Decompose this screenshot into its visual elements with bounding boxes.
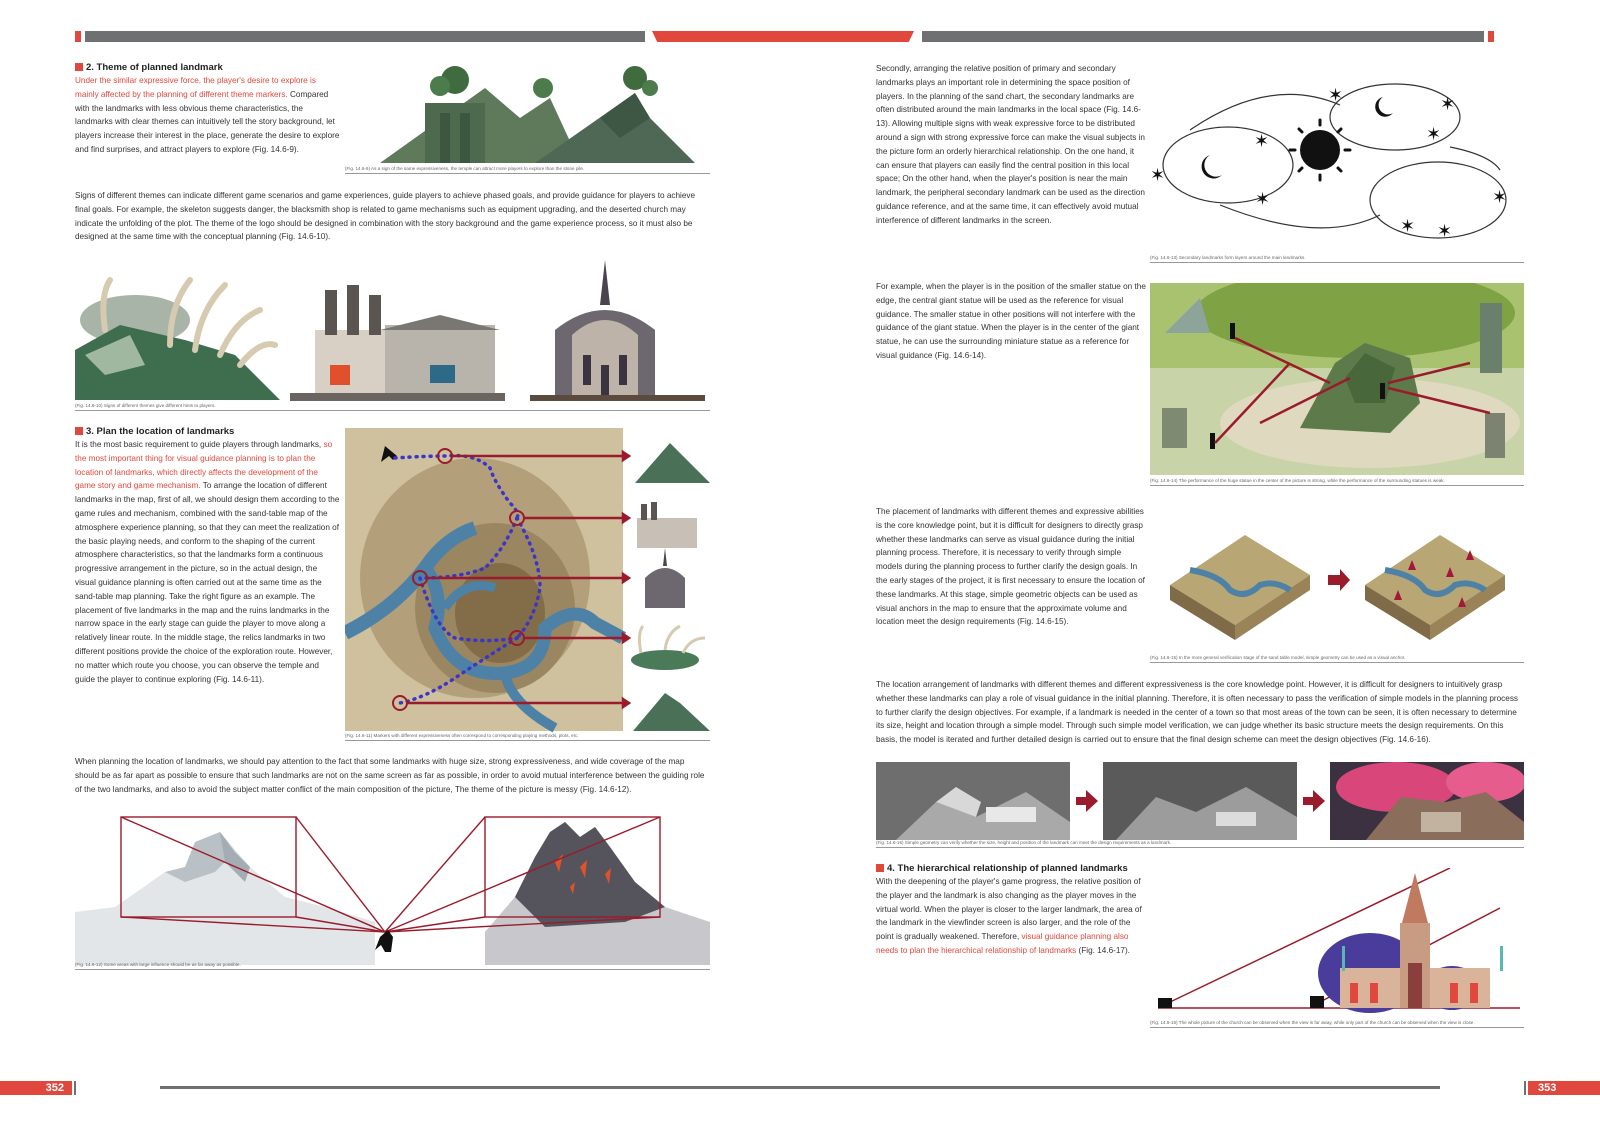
section-3-body [75,438,340,686]
bottom-rule [160,1086,1440,1089]
section-2-paragraph-2: Signs of different themes can indicate different game scenarios and game experiences, guide players to achieve phased goals, and provide guidance for players to achieve final goals. For example, the skeleton suggests danger, the blacksmith shop is related to game mechanisms such as equipment upgrading, and the deserted church may indicate the unfolding of the plot. The theme of the logo should be designed in combination with the story background and the game experience process, so it must also be designed at the same time with the conceptual planning (Fig. 14.6-10). [75,191,696,242]
fig-14-6-13-secondary-landmarks [1150,75,1525,250]
caption-fig-14-6-11: (Fig. 14.6-11) Markers with different expressiveness often correspond to corresponding playing methods, plots, etc. [345,733,710,741]
page-number-right: 353 [1528,1081,1600,1095]
section-3-body-highlight: so the most important thing for visual guidance planning is to plan the location of landmarks, which directly affects the development of the game story and game mechanism. [75,440,333,491]
section-3-paragraph-2: When planning the location of landmarks, we should pay attention to the fact that some landmarks with huge size, strong expressiveness, and wide coverage of the map should be as far apart as possible to ensure that such landmarks are not on the same screen as far as possible, in order to avoid mutual interference between the guiding role of the two landmarks, and also to avoid the subject matter conflict of the main composition of the picture, The theme of the picture is messy (Fig. 14.6-12). [75,757,705,794]
top-bar-left [85,31,645,42]
caption-fig-14-6-13: (Fig. 14.6-13) Secondary landmarks form layers around the main landmarks. [1150,255,1524,263]
fig-14-6-12-distant-landmarks [75,812,710,965]
fig-14-6-9-temple-vs-stone-pile [345,58,710,166]
svg-text:✶: ✶ [1426,124,1442,145]
section-4-body-highlight: visual guidance planning also needs to plan the hierarchical relationship of landmarks [876,932,1129,955]
section-3-body-rest: To arrange the location of different landmarks in the map, first of all, we should design them according to the game rules and mechanism, combined with the sand-table map of the atmosphere experience planning, so that they can meet the realization of the basic playing needs, and conform to the shaping of the current atmosphere characteristics, so that the landmarks form a continuous progressive arrangement in the picture, so in the actual design, the visual guidance planning is often carried out at the same time as the sand-table map planning. Take the right figure as an example. The placement of five landmarks in the map and the ruins landmarks in the narrow space in the early stage can guide the player to move along a relatively linear route. In the middle stage, the relics landmarks in two different positions provide the choice of the exploration route. However, no matter which route you choose, you can observe the temple and guide the player to continue exploring (Fig. 14.6-11). [75,481,340,684]
svg-text:✶: ✶ [1437,221,1453,242]
caption-fig-14-6-10: (Fig. 14.6-10) Signs of different themes give different hints to players. [75,403,710,411]
caption-fig-14-6-9: (Fig. 14.6-9) As a sign of the same expressiveness, the temple can attract more players to explore than the stone pile. [345,166,710,174]
caption-fig-14-6-16: (Fig. 14.6-16) Simple geometry can verify whether the size, height and position of the landmark can meet the design requirements as a landmark. [876,840,1524,848]
right-paragraph-4: The location arrangement of landmarks with different themes and different expressiveness is the core knowledge point. However, it is difficult for designers to intuitively grasp whether these landmarks can play a role of visual guidance in the initial planning. Therefore, it is often necessary to pass the verification of simple models in the planning process to further clarify the design objectives. For example, if a landmark is needed in the center of a town so that most areas of the town can be seen, it is often necessary to determine its size, height and location through a simple model. Through such simple model verification, we can judge whether its basic structure meets the design requirements. On this basis, the model is iterated and further detailed design is carried out to ensure that the final design scheme can meet the design objectives (Fig. 14.6-16). [876,680,1519,745]
fig-14-6-17-church-view-distance [1150,868,1525,1018]
section-2-intro-body: Compared with the landmarks with less obvious theme characteristics, the landmarks with clear themes can intuitively tell the story background, let players increase their interest in the place, generate the desire to explore and find surprises, and attract players to explore (Fig. 14.6-9). [75,89,340,154]
svg-text:✶: ✶ [1492,187,1508,208]
fig-14-6-15-sand-table-geometry [1150,505,1524,645]
caption-fig-14-6-12: (Fig. 14.6-12) Some areas with large influence should be as far away as possible. [75,962,710,970]
top-bar-accent [652,31,914,42]
caption-fig-14-6-14: (Fig. 14.6-14) The performance of the huge statue in the center of the picture is strong, while the performance of the surrounding statues is weak. [1150,478,1524,486]
right-paragraph-1: Secondly, arranging the relative position of primary and secondary landmarks plays an important role in determining the space position of players. In the planning of the sand chart, the secondary landmarks are often distributed around the main landmarks in the local space (Fig. 14.6-13). Allowing multiple signs with weak expressive force to be distributed around a sign with strong expressive force can make the visual subjects in the picture form an orderly hierarchical relationship. On the one hand, it can ensure that players can easily find the central position in this local space; On the other hand, when the player's position is near the main landmark, the peripheral secondary landmark can be used as the direction guidance reference, and at the same time, it can effectively avoid mutual interference of different landmarks in the screen. [876,64,1145,225]
caption-fig-14-6-17: (Fig. 14.6-15) The whole picture of the church can be observed when the view is far away, while only part of the church can be observed when the view is close. [1150,1020,1524,1028]
fig-14-6-11-sand-table-map [345,428,710,733]
top-bar-left-1 [75,31,81,42]
svg-text:✶: ✶ [1150,165,1166,186]
fig-14-6-14-statues [1150,283,1524,475]
section-3-body-start: It is the most basic requirement to guide players through landmarks, [75,440,324,449]
section-4-heading: 4. The hierarchical relationship of planned landmarks [876,863,1128,875]
section-2-heading: 2. Theme of planned landmark [75,62,223,74]
section-2-intro-highlight: Under the similar expressive force, the player's desire to explore is mainly affected by the planning of different theme markers. [75,76,316,99]
section-4-body-start: With the deepening of the player's game progress, the relative position of the player and the landmark is also changing as the player moves in the virtual world. When the player is closer to the larger landmark, the area of the landmark in the viewfinder screen is also larger, and the role of the point is gradually weakened. Therefore, [876,877,1142,942]
svg-text:✶: ✶ [1254,131,1270,152]
page-number-left: 352 [0,1081,72,1095]
section-3-heading: 3. Plan the location of landmarks [75,426,234,438]
right-paragraph-3: The placement of landmarks with different themes and expressive abilities is the core knowledge point, but it is difficult for designers to directly grasp whether these landmarks can serve as visual guidance during the initial planning process. Therefore, it is necessary to verify through simple models during the planning process to further clarify the design goals. In the early stages of the project, it is first necessary to ensure the location of these landmarks. At this stage, simple geometric objects can be used as visual anchors in the map to ensure that the approximate volume and location meet the design requirements (Fig. 14.6-15). [876,507,1145,627]
fig-14-6-10-theme-signs [75,255,710,403]
svg-text:✶: ✶ [1328,85,1344,106]
svg-text:✶: ✶ [1255,189,1271,210]
section-2-intro [75,74,340,157]
fig-14-6-16-model-iteration [876,762,1524,840]
section-4-body [876,875,1146,958]
svg-text:✶: ✶ [1400,216,1416,237]
bottom-rule-right-mark [1524,1081,1526,1095]
bottom-rule-left-mark [74,1081,76,1095]
right-paragraph-2: For example, when the player is in the position of the smaller statue on the edge, the central giant statue will be used as the reference for visual guidance. The smaller statue in other positions will not interfere with the guidance of the giant statue. When the player is in the center of the giant statue, he can use the surrounding miniature statue as a reference for visual guidance (Fig. 14.6-14). [876,282,1146,360]
top-bar-right-end [1488,31,1494,42]
caption-fig-14-6-15: (Fig. 14.6-15) In the more general verification stage of the sand table model, simple geometry can be used as a visual anchor. [1150,655,1524,663]
section-4-body-end: (Fig. 14.6-17). [1076,945,1130,955]
top-bar-right [922,31,1484,42]
svg-text:✶: ✶ [1440,94,1456,115]
